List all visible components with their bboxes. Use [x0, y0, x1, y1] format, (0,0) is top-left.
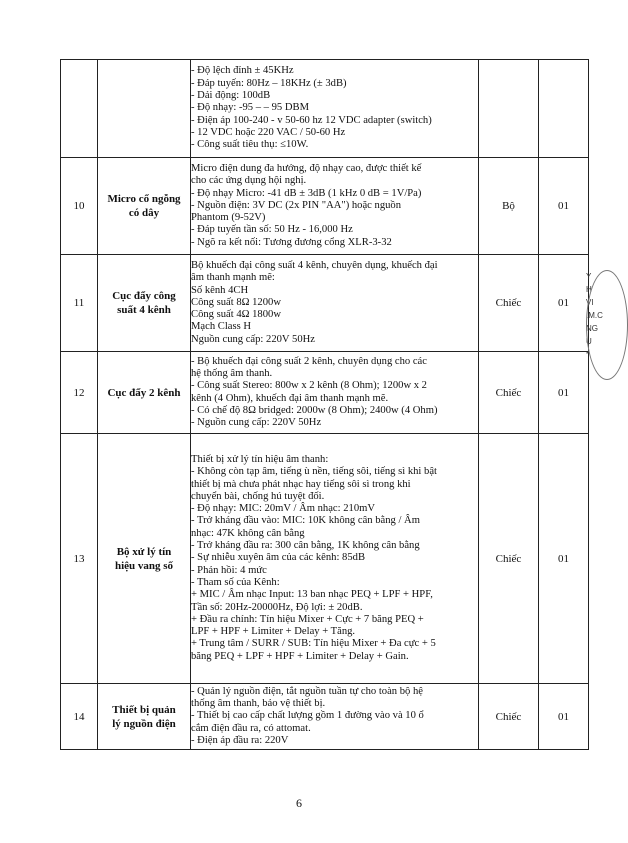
quantity: 01: [539, 255, 589, 352]
equipment-specification: [191, 158, 479, 255]
equipment-specification: [191, 255, 479, 352]
spec-line: - Độ nhạy: -95 – – 95 DBM: [191, 102, 309, 114]
spec-line: - 12 VDC hoặc 220 VAC / 50-60 Hz: [191, 126, 346, 138]
stamp-fragment: [586, 270, 603, 380]
spec-line: - Độ nhạy Micro: -41 dB ± 3dB (1 kHz 0 dB = 1V/Pa): [191, 187, 422, 199]
spec-line: - Có chế độ 8Ω bridged: 2000w (8 Ohm); 2400w (4 Ohm): [191, 404, 438, 416]
spec-line: - Ngõ ra kết nối: Tương đương cổng XLR-3-32: [191, 236, 392, 248]
spec-line: Micro điện dung đa hướng, độ nhạy cao, được thiết kế: [191, 162, 422, 174]
spec-line: cắm điện đầu ra, có attomat.: [191, 722, 311, 734]
spec-line: Số kênh 4CH: [191, 284, 249, 296]
spec-line: Tần số: 20Hz-20000Hz, Độ lợi: ± 20dB.: [191, 601, 363, 613]
spec-line: - Đáp tuyến tần số: 50 Hz - 16,000 Hz: [191, 224, 353, 236]
page-number: 6: [296, 796, 302, 810]
unit: Chiếc: [479, 352, 539, 434]
unit: Chiếc: [479, 434, 539, 684]
spec-line: - Thiết bị cao cấp chất lượng gồm 1 đường vào và 10 ổ: [191, 710, 424, 722]
row-number: 11: [61, 255, 98, 352]
unit: Chiếc: [479, 684, 539, 750]
spec-line: LPF + HPF + Limiter + Delay + Tăng.: [191, 626, 356, 638]
equipment-specification: [191, 352, 479, 434]
unit: [479, 60, 539, 158]
equipment-name-line: có dây: [128, 207, 160, 219]
row-number: 13: [61, 434, 98, 684]
unit: Chiếc: [479, 255, 539, 352]
row-number: [61, 60, 98, 158]
stamp-ring: [586, 270, 628, 380]
spec-line: chuyển bài, chống hú tuyệt đối.: [191, 490, 325, 502]
stamp-text-line: NG U: [586, 324, 598, 346]
spec-line: Phantom (9-52V): [191, 212, 266, 224]
spec-line: nhạc: 47K không cân bằng: [191, 527, 305, 539]
unit: Bộ: [479, 158, 539, 255]
spec-line: hệ thống âm thanh.: [191, 367, 273, 379]
spec-line: - Quản lý nguồn điện, tắt nguồn tuần tự cho toàn bộ hệ: [191, 685, 423, 697]
quantity: [539, 60, 589, 158]
row-number: 12: [61, 352, 98, 434]
spec-line: - Đáp tuyến: 80Hz – 18KHz (± 3dB): [191, 77, 347, 89]
stamp-text-line: H VI: [586, 285, 594, 307]
spec-line: Bộ khuếch đại công suất 4 kênh, chuyên dụng, khuếch đại: [191, 259, 438, 271]
spec-line: thống âm thanh, bảo vệ thiết bị.: [191, 698, 326, 710]
equipment-specification: [191, 60, 479, 158]
quantity: 01: [539, 684, 589, 750]
spec-line: - Không còn tạp âm, tiếng ù nền, tiếng sôi, tiếng sì khi bật: [191, 466, 437, 478]
spec-line: + MIC / Âm nhạc Input: 13 ban nhạc PEQ + LPF + HPF,: [191, 589, 433, 601]
spec-line: + Đầu ra chính: Tín hiệu Mixer + Cực + 7 băng PEQ +: [191, 613, 424, 625]
spec-line: âm thanh mạnh mẽ:: [191, 272, 275, 284]
spec-line: Thiết bị xử lý tín hiệu âm thanh:: [191, 453, 329, 465]
equipment-spec-table: [60, 59, 589, 750]
spec-line: - Nguồn điện: 3V DC (2x PIN "AA") hoặc nguồn: [191, 199, 402, 211]
spec-line: - Sự nhiễu xuyên âm của các kênh: 85dB: [191, 552, 366, 564]
quantity: 01: [539, 158, 589, 255]
spec-line: - Nguồn cung cấp: 220V 50Hz: [191, 417, 322, 429]
spec-line: thiết bị mà chưa phát nhạc hay tiếng sôi sì trong khi: [191, 478, 411, 490]
stamp-text-line: .M.C: [586, 311, 603, 320]
equipment-name: [98, 158, 191, 255]
equipment-name-line: hiệu vang số: [114, 559, 174, 572]
equipment-name-line: Bộ xử lý tín: [116, 545, 172, 558]
quantity: 01: [539, 434, 589, 684]
table-row: [61, 352, 589, 434]
spec-line: - Phản hồi: 4 mức: [191, 564, 267, 576]
table-row: [61, 60, 589, 158]
spec-line: + Trung tâm / SURR / SUB: Tín hiệu Mixer + Đa cực + 5: [191, 638, 436, 650]
spec-line: cho các ứng dụng hội nghị.: [191, 175, 307, 187]
equipment-name: [98, 60, 191, 158]
stamp-text-line: Y: [586, 272, 592, 281]
spec-table-body: [61, 60, 589, 750]
spec-line: - Tham số của Kênh:: [191, 576, 280, 588]
row-number: 10: [61, 158, 98, 255]
equipment-specification: [191, 434, 479, 684]
equipment-name-line: lý nguồn điện: [112, 717, 176, 730]
spec-line: - Điện áp đầu ra: 220V: [191, 734, 289, 746]
table-row: [61, 255, 589, 352]
table-row: [61, 434, 589, 684]
spec-line: - Độ lệch đỉnh ± 45KHz: [191, 65, 294, 77]
equipment-name: [98, 352, 191, 434]
equipment-name: [98, 684, 191, 750]
spec-line: - Công suất Stereo: 800w x 2 kênh (8 Ohm); 1200w x 2: [191, 380, 427, 392]
spec-line: kênh (4 Ohm), khuếch đại âm thanh mạnh mẽ.: [191, 392, 389, 404]
spec-line: - Công suất tiêu thụ: ≤10W.: [191, 139, 309, 151]
spec-line: - Trở kháng đầu ra: 300 cân bằng, 1K không cân bằng: [191, 540, 420, 552]
spec-line: Nguồn cung cấp: 220V 50Hz: [191, 333, 315, 345]
spec-line: - Bộ khuếch đại công suất 2 kênh, chuyên dụng cho các: [191, 355, 427, 367]
spec-line: Công suất 4Ω 1800w: [191, 309, 281, 321]
row-number: 14: [61, 684, 98, 750]
equipment-specification: [191, 684, 479, 750]
equipment-name: [98, 255, 191, 352]
spec-line: - Trở kháng đầu vào: MIC: 10K không cân bằng / Âm: [191, 515, 420, 527]
spec-line: băng PEQ + LPF + HPF + Limiter + Delay + Gain.: [191, 650, 409, 662]
stamp-text-line: *: [586, 350, 590, 359]
equipment-name-line: Cục đẩy công: [112, 290, 176, 302]
spec-line: Mạch Class H: [191, 321, 252, 333]
table-row: [61, 158, 589, 255]
equipment-name-line: suất 4 kênh: [117, 304, 171, 316]
spec-line: Công suất 8Ω 1200w: [191, 296, 281, 308]
spec-line: - Độ nhạy: MIC: 20mV / Âm nhạc: 210mV: [191, 503, 376, 515]
equipment-name-line: Micro cổ ngỗng: [107, 193, 181, 205]
equipment-name: [98, 434, 191, 684]
table-row: [61, 684, 589, 750]
equipment-name-line: Cục đẩy 2 kênh: [107, 386, 181, 399]
spec-line: - Dải động: 100dB: [191, 90, 271, 102]
spec-line: - Điện áp 100-240 - v 50-60 hz 12 VDC adapter (switch): [191, 114, 432, 126]
equipment-name-line: Thiết bị quản: [112, 703, 176, 716]
quantity: 01: [539, 352, 589, 434]
